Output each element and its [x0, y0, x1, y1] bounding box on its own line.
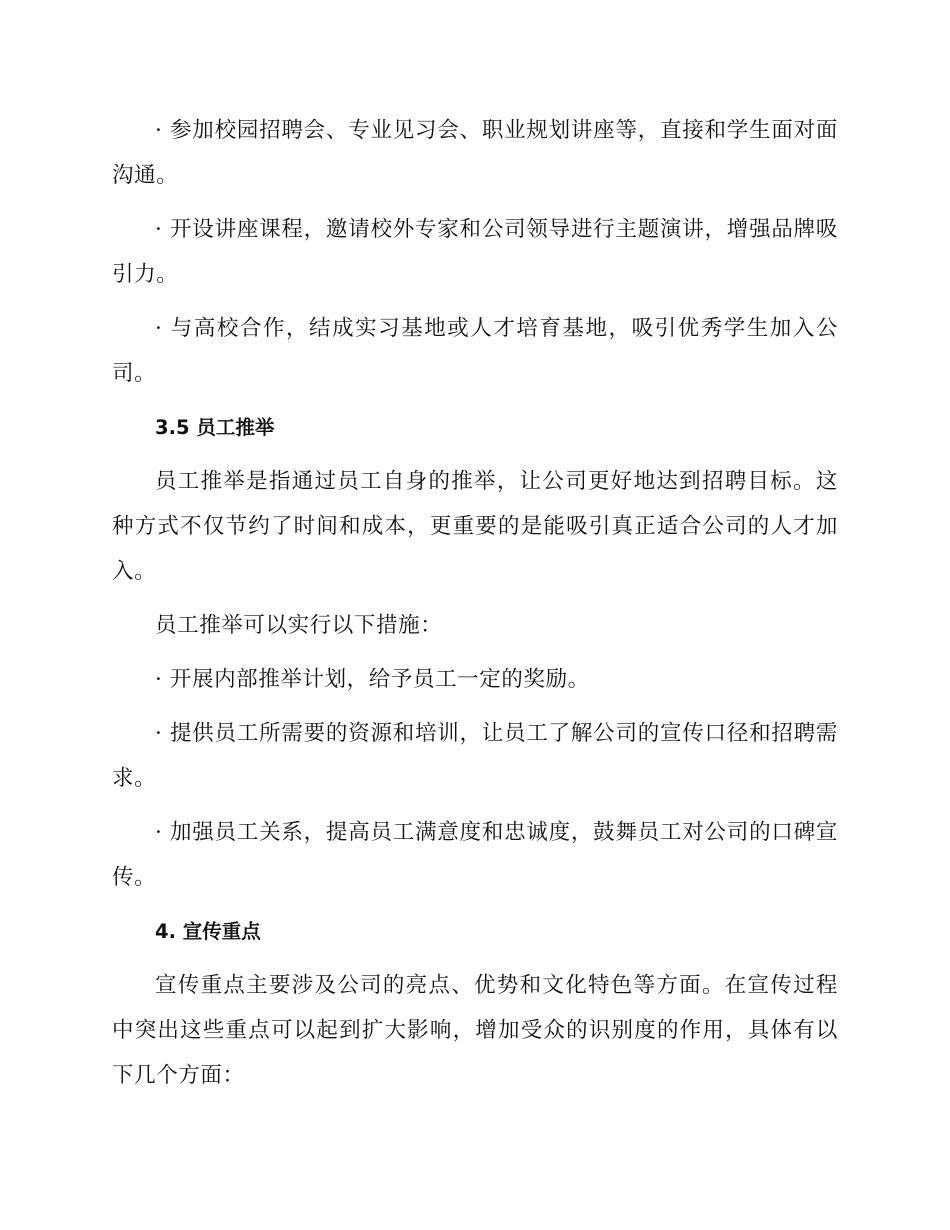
bullet-university-cooperation: · 与高校合作，结成实习基地或人才培育基地，吸引优秀学生加入公司。	[112, 316, 838, 386]
section-3-5-lead: 员工推举可以实行以下措施：	[155, 613, 443, 638]
section-heading-3-5: 3.5 员工推举	[155, 416, 275, 439]
section-4-intro: 宣传重点主要涉及公司的亮点、优势和文化特色等方面。在宣传过程中突出这些重点可以起到扩大影响，增加受众的识别度的作用，具体有以下几个方面：	[112, 973, 838, 1088]
section-3-5-intro: 员工推举是指通过员工自身的推举，让公司更好地达到招聘目标。这种方式不仅节约了时间和成本，更重要的是能吸引真正适合公司的人才加入。	[112, 469, 838, 584]
document-body	[112, 108, 838, 1098]
bullet-employee-relations: · 加强员工关系，提高员工满意度和忠诚度，鼓舞员工对公司的口碑宣传。	[112, 820, 838, 890]
bullet-resources-training: · 提供员工所需要的资源和培训，让员工了解公司的宣传口径和招聘需求。	[112, 721, 838, 791]
bullet-internal-referral: · 开展内部推举计划，给予员工一定的奖励。	[155, 667, 590, 692]
bullet-campus-fair: · 参加校园招聘会、专业见习会、职业规划讲座等，直接和学生面对面沟通。	[112, 118, 838, 188]
section-heading-4: 4. 宣传重点	[155, 920, 261, 943]
bullet-lecture-course: · 开设讲座课程，邀请校外专家和公司领导进行主题演讲，增强品牌吸引力。	[112, 217, 838, 287]
